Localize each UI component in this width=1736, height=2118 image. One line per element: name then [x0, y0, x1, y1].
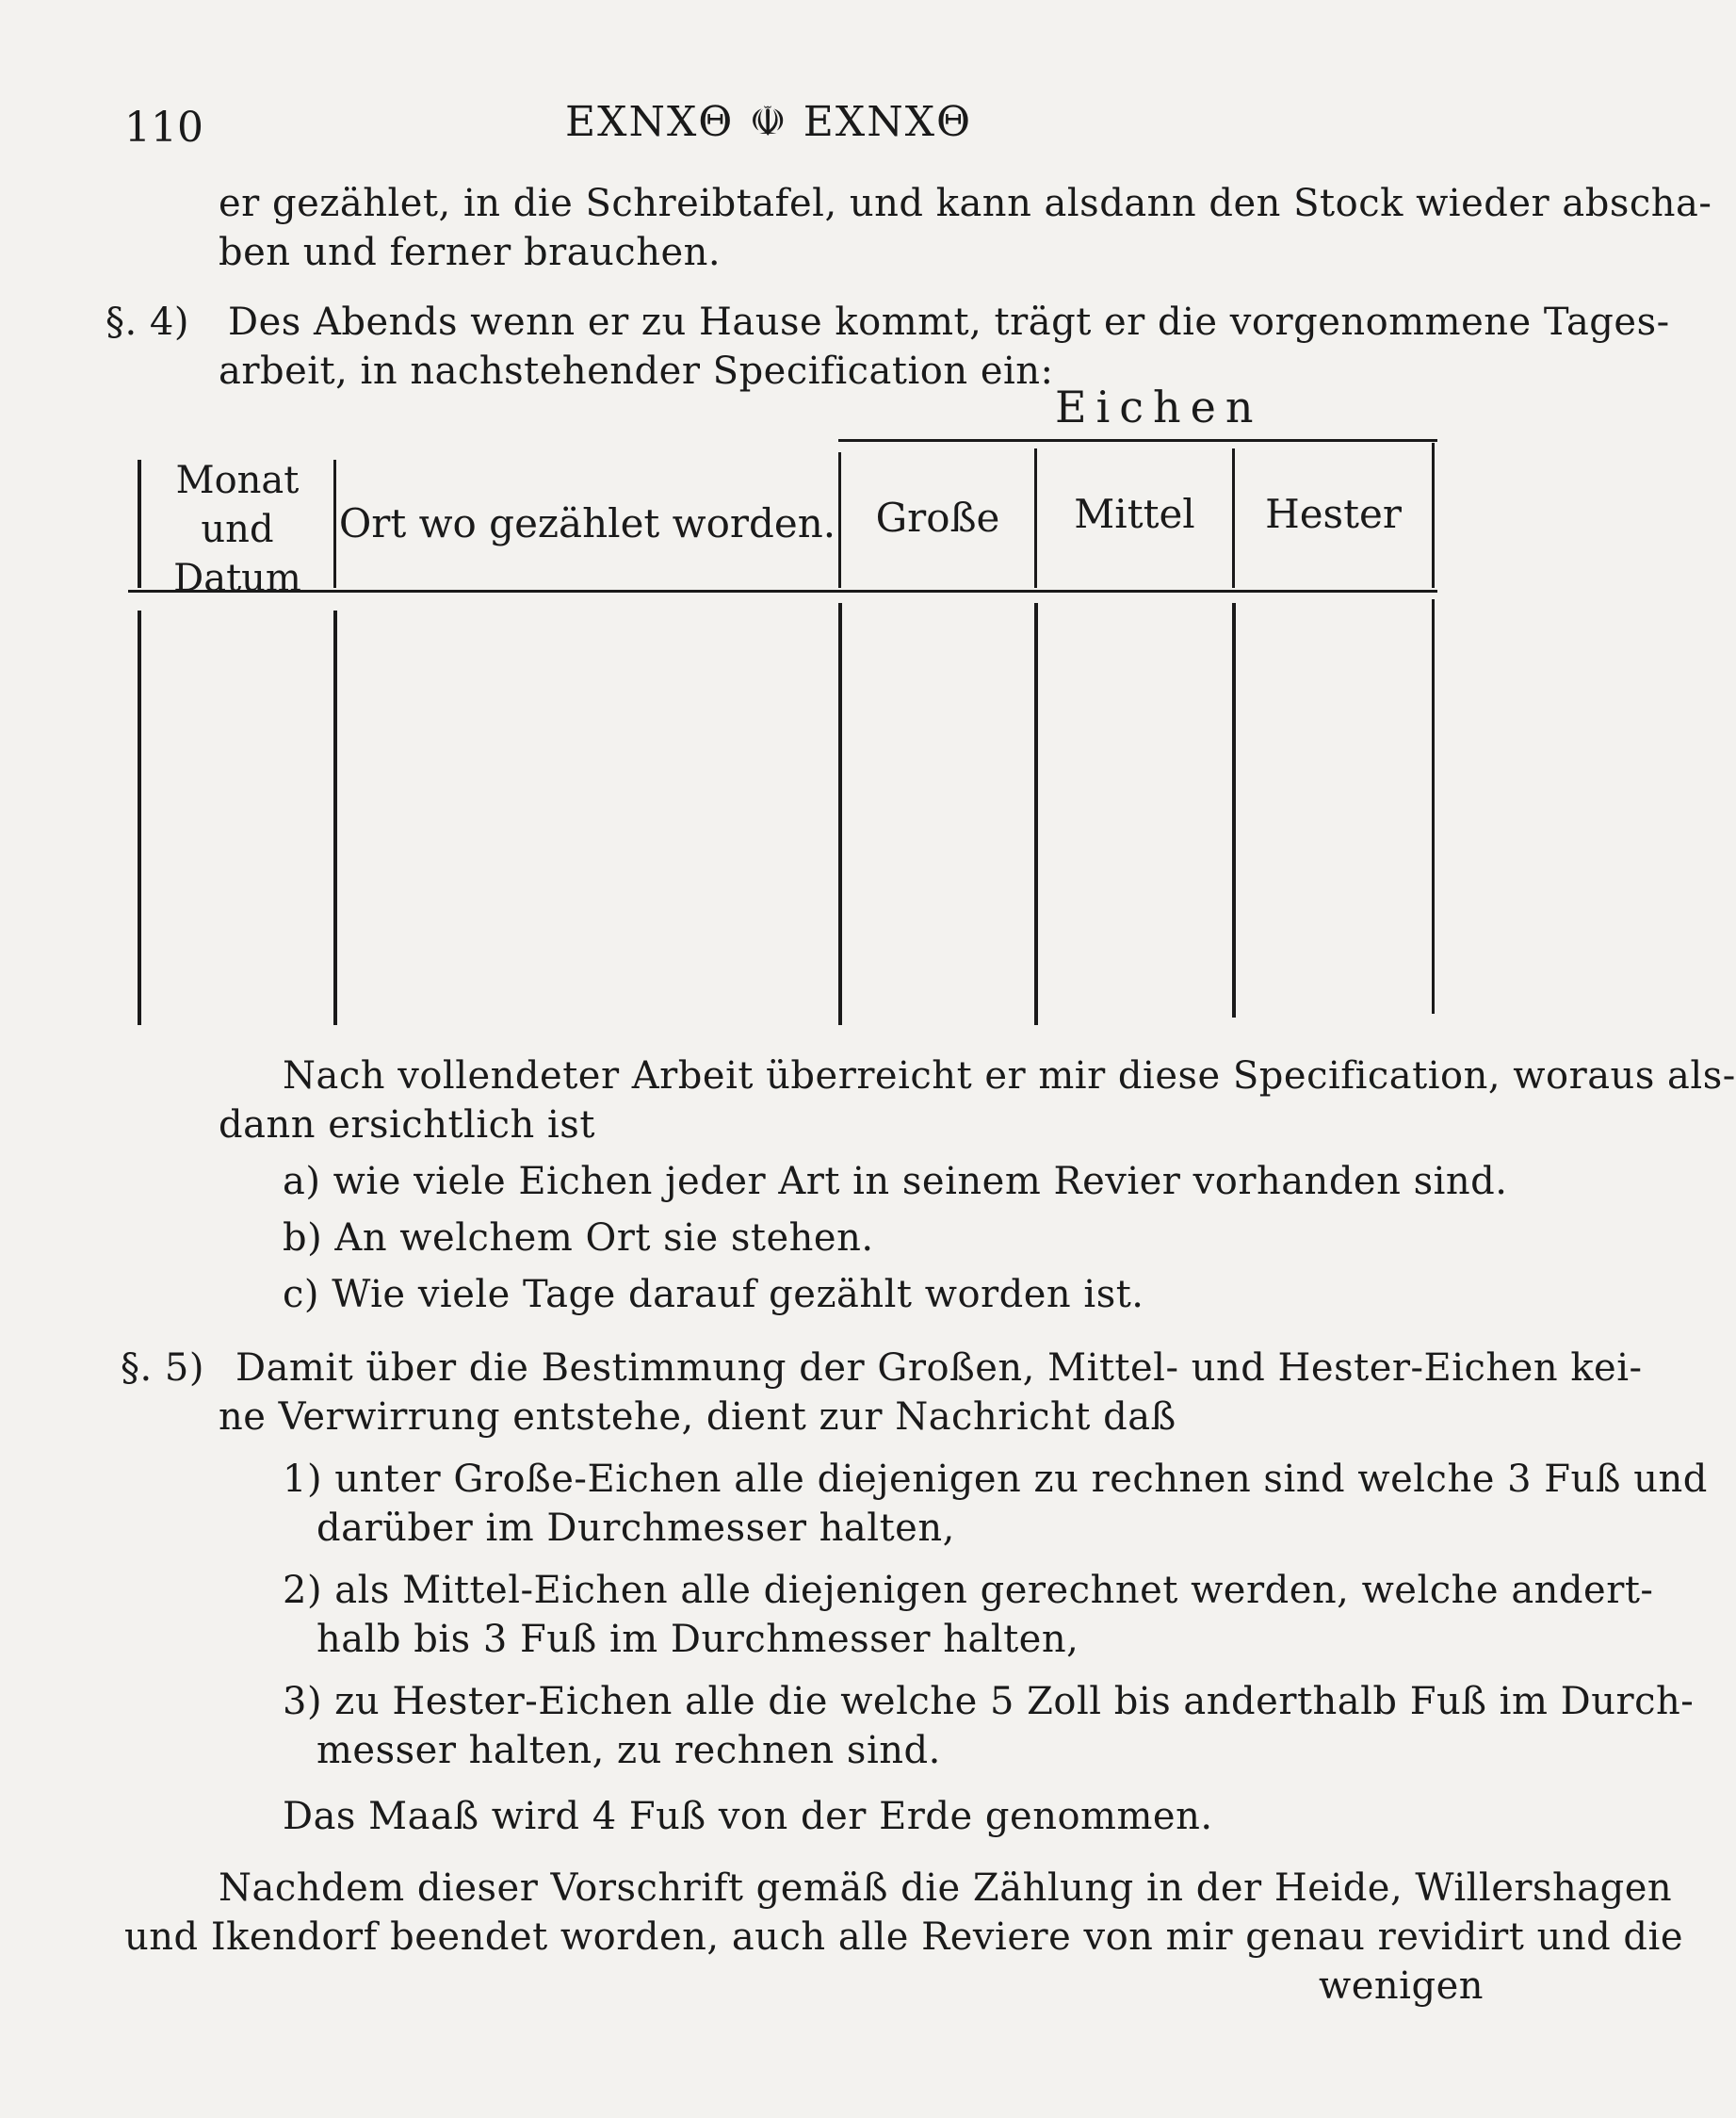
list-item-c: c) Wie viele Tage darauf gezählt worden ist.: [283, 1273, 1144, 1316]
measure-note: Das Maaß wird 4 Fuß von der Erde genommen.: [283, 1795, 1213, 1838]
col-header-grosse: Große: [875, 495, 1000, 541]
rule-2-line-1: 2) als Mittel-Eichen alle diejenigen gerechnet werden, welche andert-: [283, 1569, 1654, 1612]
rule-3-line-1: 3) zu Hester-Eichen alle die welche 5 Zoll bis anderthalb Fuß im Durch-: [283, 1680, 1695, 1723]
after-table-line-2: dann ersichtlich ist: [219, 1103, 595, 1147]
closing-line-2: und Ikendorf beendet worden, auch alle Reviere von mir genau revidirt und die: [124, 1915, 1683, 1959]
col-header-monat-line-3: Datum: [173, 557, 301, 600]
body-vline-5: [1232, 603, 1236, 1018]
header-ornament: ΕΧΝΧΘ ☫ ΕΧΝΧΘ: [565, 98, 973, 146]
col-header-monat-line-2: und: [201, 508, 274, 551]
section-5-line-2: ne Verwirrung entstehe, dient zur Nachricht daß: [219, 1395, 1176, 1439]
rule-3-line-2: messer halten, zu rechnen sind.: [316, 1729, 941, 1772]
body-vline-4: [1034, 603, 1038, 1025]
eichen-group-header: Eichen: [1055, 382, 1263, 432]
section-4-line-1: Des Abends wenn er zu Hause kommt, trägt er die vorgenommene Tages-: [228, 301, 1670, 344]
col-header-monat-line-1: Monat: [175, 459, 300, 502]
col-header-monat: [141, 456, 333, 603]
col-header-ort: Ort wo gezählet worden.: [338, 500, 836, 546]
body-vline-1: [138, 611, 141, 1025]
body-vline-3: [838, 603, 842, 1025]
rule-1-line-2: darüber im Durchmesser halten,: [316, 1507, 955, 1550]
intro-line-2: ben und ferner brauchen.: [219, 231, 722, 274]
closing-line-3-catchword: wenigen: [1319, 1964, 1485, 2008]
list-item-b: b) An welchem Ort sie stehen.: [283, 1216, 874, 1260]
col-header-mittel: Mittel: [1074, 491, 1195, 537]
page-number: 110: [124, 104, 203, 152]
body-vline-2: [333, 611, 337, 1025]
closing-line-1: Nachdem dieser Vorschrift gemäß die Zählung in der Heide, Willershagen: [219, 1866, 1673, 1910]
section-5-line-1: Damit über die Bestimmung der Großen, Mittel- und Hester-Eichen kei-: [235, 1346, 1643, 1390]
group-rule: [838, 439, 1437, 442]
body-vline-6: [1432, 599, 1435, 1014]
section-5-marker: §. 5): [121, 1346, 204, 1390]
header-vline-6: [1432, 443, 1435, 588]
rule-2-line-2: halb bis 3 Fuß im Durchmesser halten,: [316, 1618, 1079, 1661]
section-4-marker: §. 4): [105, 301, 189, 344]
list-item-a: a) wie viele Eichen jeder Art in seinem Revier vorhanden sind.: [283, 1160, 1508, 1203]
after-table-line-1: Nach vollendeter Arbeit überreicht er mir diese Specification, woraus als-: [283, 1054, 1736, 1098]
intro-line-1: er gezählet, in die Schreibtafel, und kann alsdann den Stock wieder abscha-: [219, 182, 1712, 225]
rule-1-line-1: 1) unter Große-Eichen alle diejenigen zu rechnen sind welche 3 Fuß und: [283, 1458, 1708, 1501]
col-header-hester: Hester: [1265, 491, 1402, 537]
section-4-line-2: arbeit, in nachstehender Specification ein:: [219, 350, 1054, 393]
